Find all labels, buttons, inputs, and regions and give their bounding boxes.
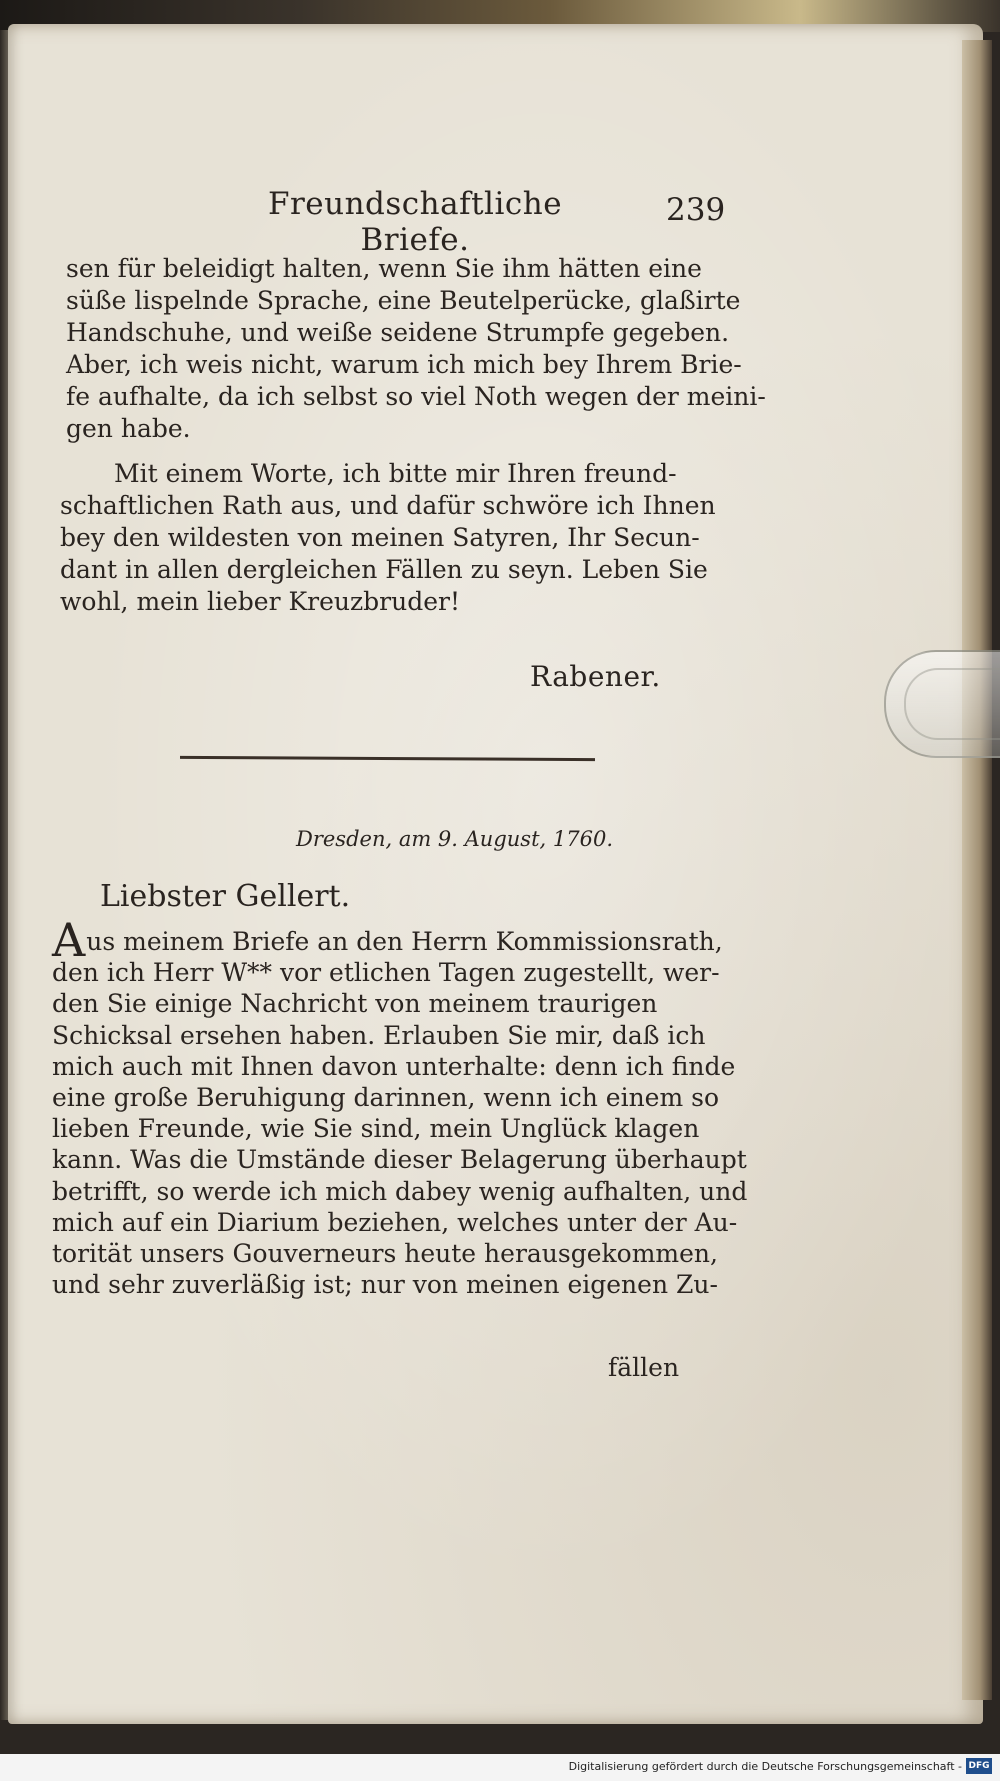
paragraph-1: [66, 253, 766, 445]
running-head: Freundschaftliche Briefe.: [267, 186, 563, 258]
text-line: gen habe.: [66, 414, 191, 443]
text-line: süße lispelnde Sprache, eine Beutelperücke, glaßirte: [66, 286, 741, 315]
text-line: bey den wildesten von meinen Satyren, Ihr Secun-: [60, 523, 700, 552]
text-line-rest: us meinem Briefe an den Herrn Kommissionsrath,: [86, 927, 723, 956]
paragraph-2: [60, 458, 716, 618]
letter-body: [52, 913, 748, 1300]
text-line: Handschuhe, und weiße seidene Strumpfe gegeben.: [66, 318, 730, 347]
drop-cap: A: [52, 913, 86, 967]
page-stack-edge: [962, 40, 992, 1700]
text-line: kann. Was die Umstände dieser Belagerung überhaupt: [52, 1145, 747, 1175]
text-line: wohl, mein lieber Kreuzbruder!: [60, 587, 461, 616]
text-line: mich auch mit Ihnen davon unterhalte: denn ich finde: [52, 1051, 736, 1081]
text-line: und sehr zuverläßig ist; nur von meinen eigenen Zu-: [52, 1270, 718, 1300]
dateline: Dresden, am 9. August, 1760.: [296, 827, 613, 851]
text-line: fe aufhalte, da ich selbst so viel Noth wegen der meini-: [66, 382, 766, 411]
page-clip-inner: [904, 668, 1000, 740]
letter-signature: Rabener.: [530, 660, 661, 693]
text-line: Aber, ich weis nicht, warum ich mich bey Ihrem Brie-: [66, 350, 742, 379]
text-line: Mit einem Worte, ich bitte mir Ihren freund-: [114, 459, 677, 488]
text-line: schaftlichen Rath aus, und dafür schwöre ich Ihnen: [60, 491, 716, 520]
text-line: den ich Herr W** vor etlichen Tagen zugestellt, wer-: [52, 958, 720, 988]
text-line: den Sie einige Nachricht von meinem traurigen: [52, 989, 658, 1019]
catchword: fällen: [608, 1353, 680, 1382]
funding-credit: Digitalisierung gefördert durch die Deutsche Forschungsgemeinschaft -: [568, 1760, 962, 1773]
text-line: [52, 913, 723, 967]
text-line: torität unsers Gouverneurs heute herausgekommen,: [52, 1239, 718, 1269]
text-line: dant in allen dergleichen Fällen zu seyn. Leben Sie: [60, 555, 708, 584]
text-line: sen für beleidigt halten, wenn Sie ihm hätten eine: [66, 254, 702, 283]
text-line: eine große Beruhigung darinnen, wenn ich einem so: [52, 1083, 720, 1113]
dfg-logo-icon: DFG: [966, 1758, 992, 1774]
text-line: betrifft, so werde ich mich dabey wenig aufhalten, und: [52, 1176, 748, 1206]
salutation: Liebster Gellert.: [100, 879, 351, 914]
page-number: 239: [666, 192, 726, 228]
text-line: lieben Freunde, wie Sie sind, mein Unglück klagen: [52, 1114, 700, 1144]
text-line: mich auf ein Diarium beziehen, welches unter der Au-: [52, 1207, 738, 1237]
text-line: Schicksal ersehen haben. Erlauben Sie mir, daß ich: [52, 1020, 706, 1050]
